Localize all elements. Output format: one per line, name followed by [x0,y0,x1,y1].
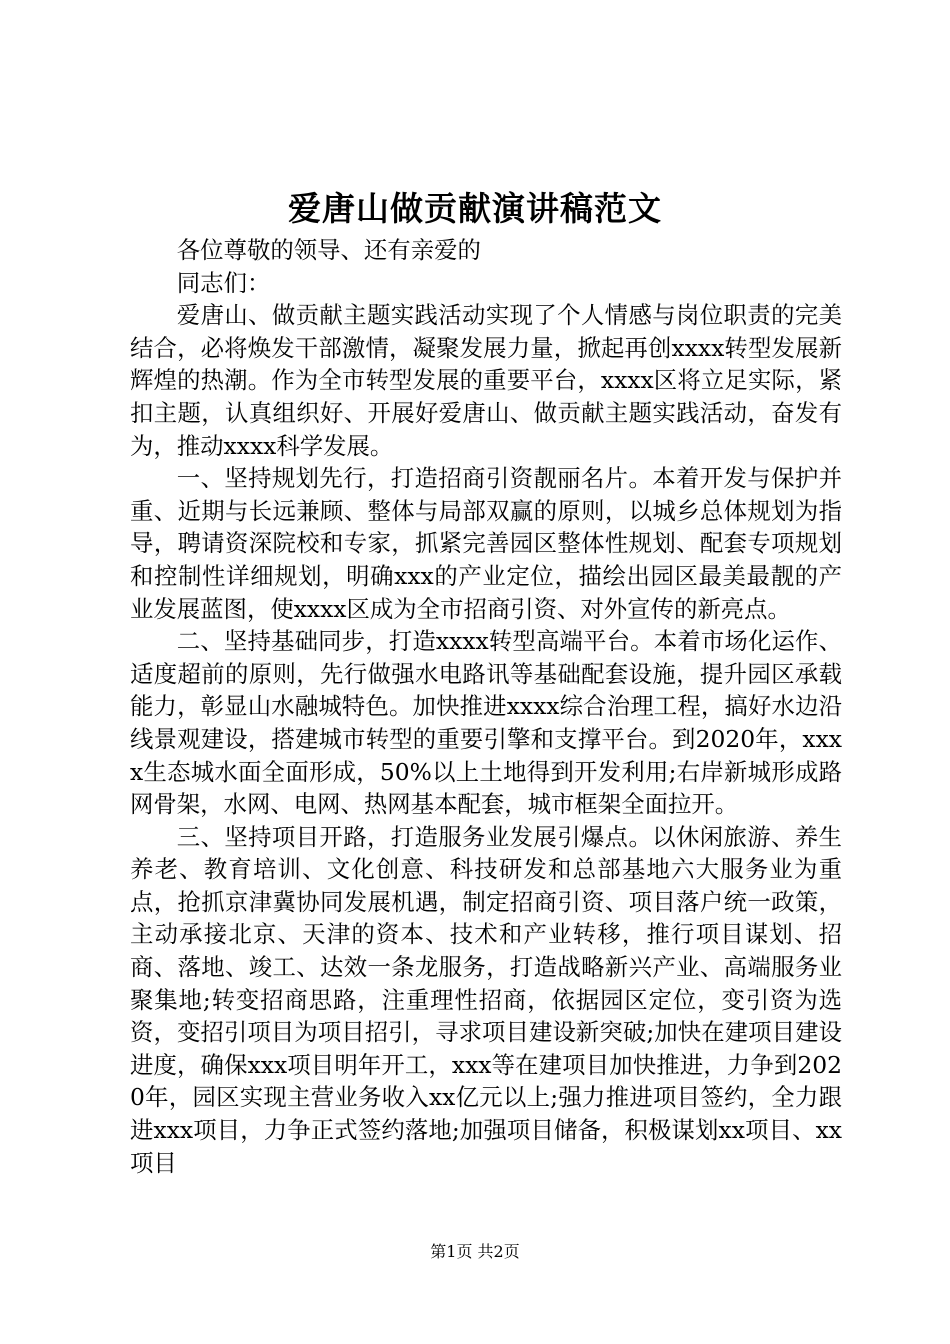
body-paragraph: 二、坚持基础同步，打造xxxx转型高端平台。本着市场化运作、适度超前的原则，先行做强水电路讯等基础配套设施，提升园区承载能力，彰显山水融城特色。加快推进xxxx综合治理工程，搞好水边沿线景观建设，搭建城市转型的重要引擎和支撑平台。到2020年，xxxx生态城水面全面形成，50%以上土地得到开发利用;右岸新城形成路网骨架，水网、电网、热网基本配套，城市框架全面拉开。 [130,627,842,819]
body-paragraph: 爱唐山、做贡献主题实践活动实现了个人情感与岗位职责的完美结合，必将焕发干部激情，凝聚发展力量，掀起再创xxxx转型发展新辉煌的热潮。作为全市转型发展的重要平台，xxxx区将立足实际，紧扣主题，认真组织好、开展好爱唐山、做贡献主题实践活动，奋发有为，推动xxxx科学发展。 [130,301,842,460]
document-body [130,234,842,1179]
body-paragraph: 三、坚持项目开路，打造服务业发展引爆点。以休闲旅游、养生养老、教育培训、文化创意、科技研发和总部基地六大服务业为重点，抢抓京津冀协同发展机遇，制定招商引资、项目落户统一政策，主动承接北京、天津的资本、技术和产业转移，推行项目谋划、招商、落地、竣工、达效一条龙服务，打造战略新兴产业、高端服务业聚集地;转变招商思路，注重理性招商，依据园区定位，变引资为选资，变招引项目为项目招引，寻求项目建设新突破;加快在建项目建设进度，确保xxx项目明年开工，xxx等在建项目加快推进，力争到2020年，园区实现主营业务收入xx亿元以上;强力推进项目签约，全力跟进xxx项目，力争正式签约落地;加强项目储备，积极谋划xx项目、xx项目 [130,822,842,1177]
page-number-footer: 第1页 共2页 [430,1242,520,1261]
body-paragraph: 一、坚持规划先行，打造招商引资靓丽名片。本着开发与保护并重、近期与长远兼顾、整体与局部双赢的原则，以城乡总体规划为指导，聘请资深院校和专家，抓紧完善园区整体性规划、配套专项规划和控制性详细规划，明确xxx的产业定位，描绘出园区最美最靓的产业发展蓝图，使xxxx区成为全市招商引资、对外宣传的新亮点。 [130,464,842,623]
document-title: 爱唐山做贡献演讲稿范文 [288,189,662,228]
greeting-line: 各位尊敬的领导、还有亲爱的 [176,236,481,264]
greeting-line: 同志们： [176,268,271,297]
